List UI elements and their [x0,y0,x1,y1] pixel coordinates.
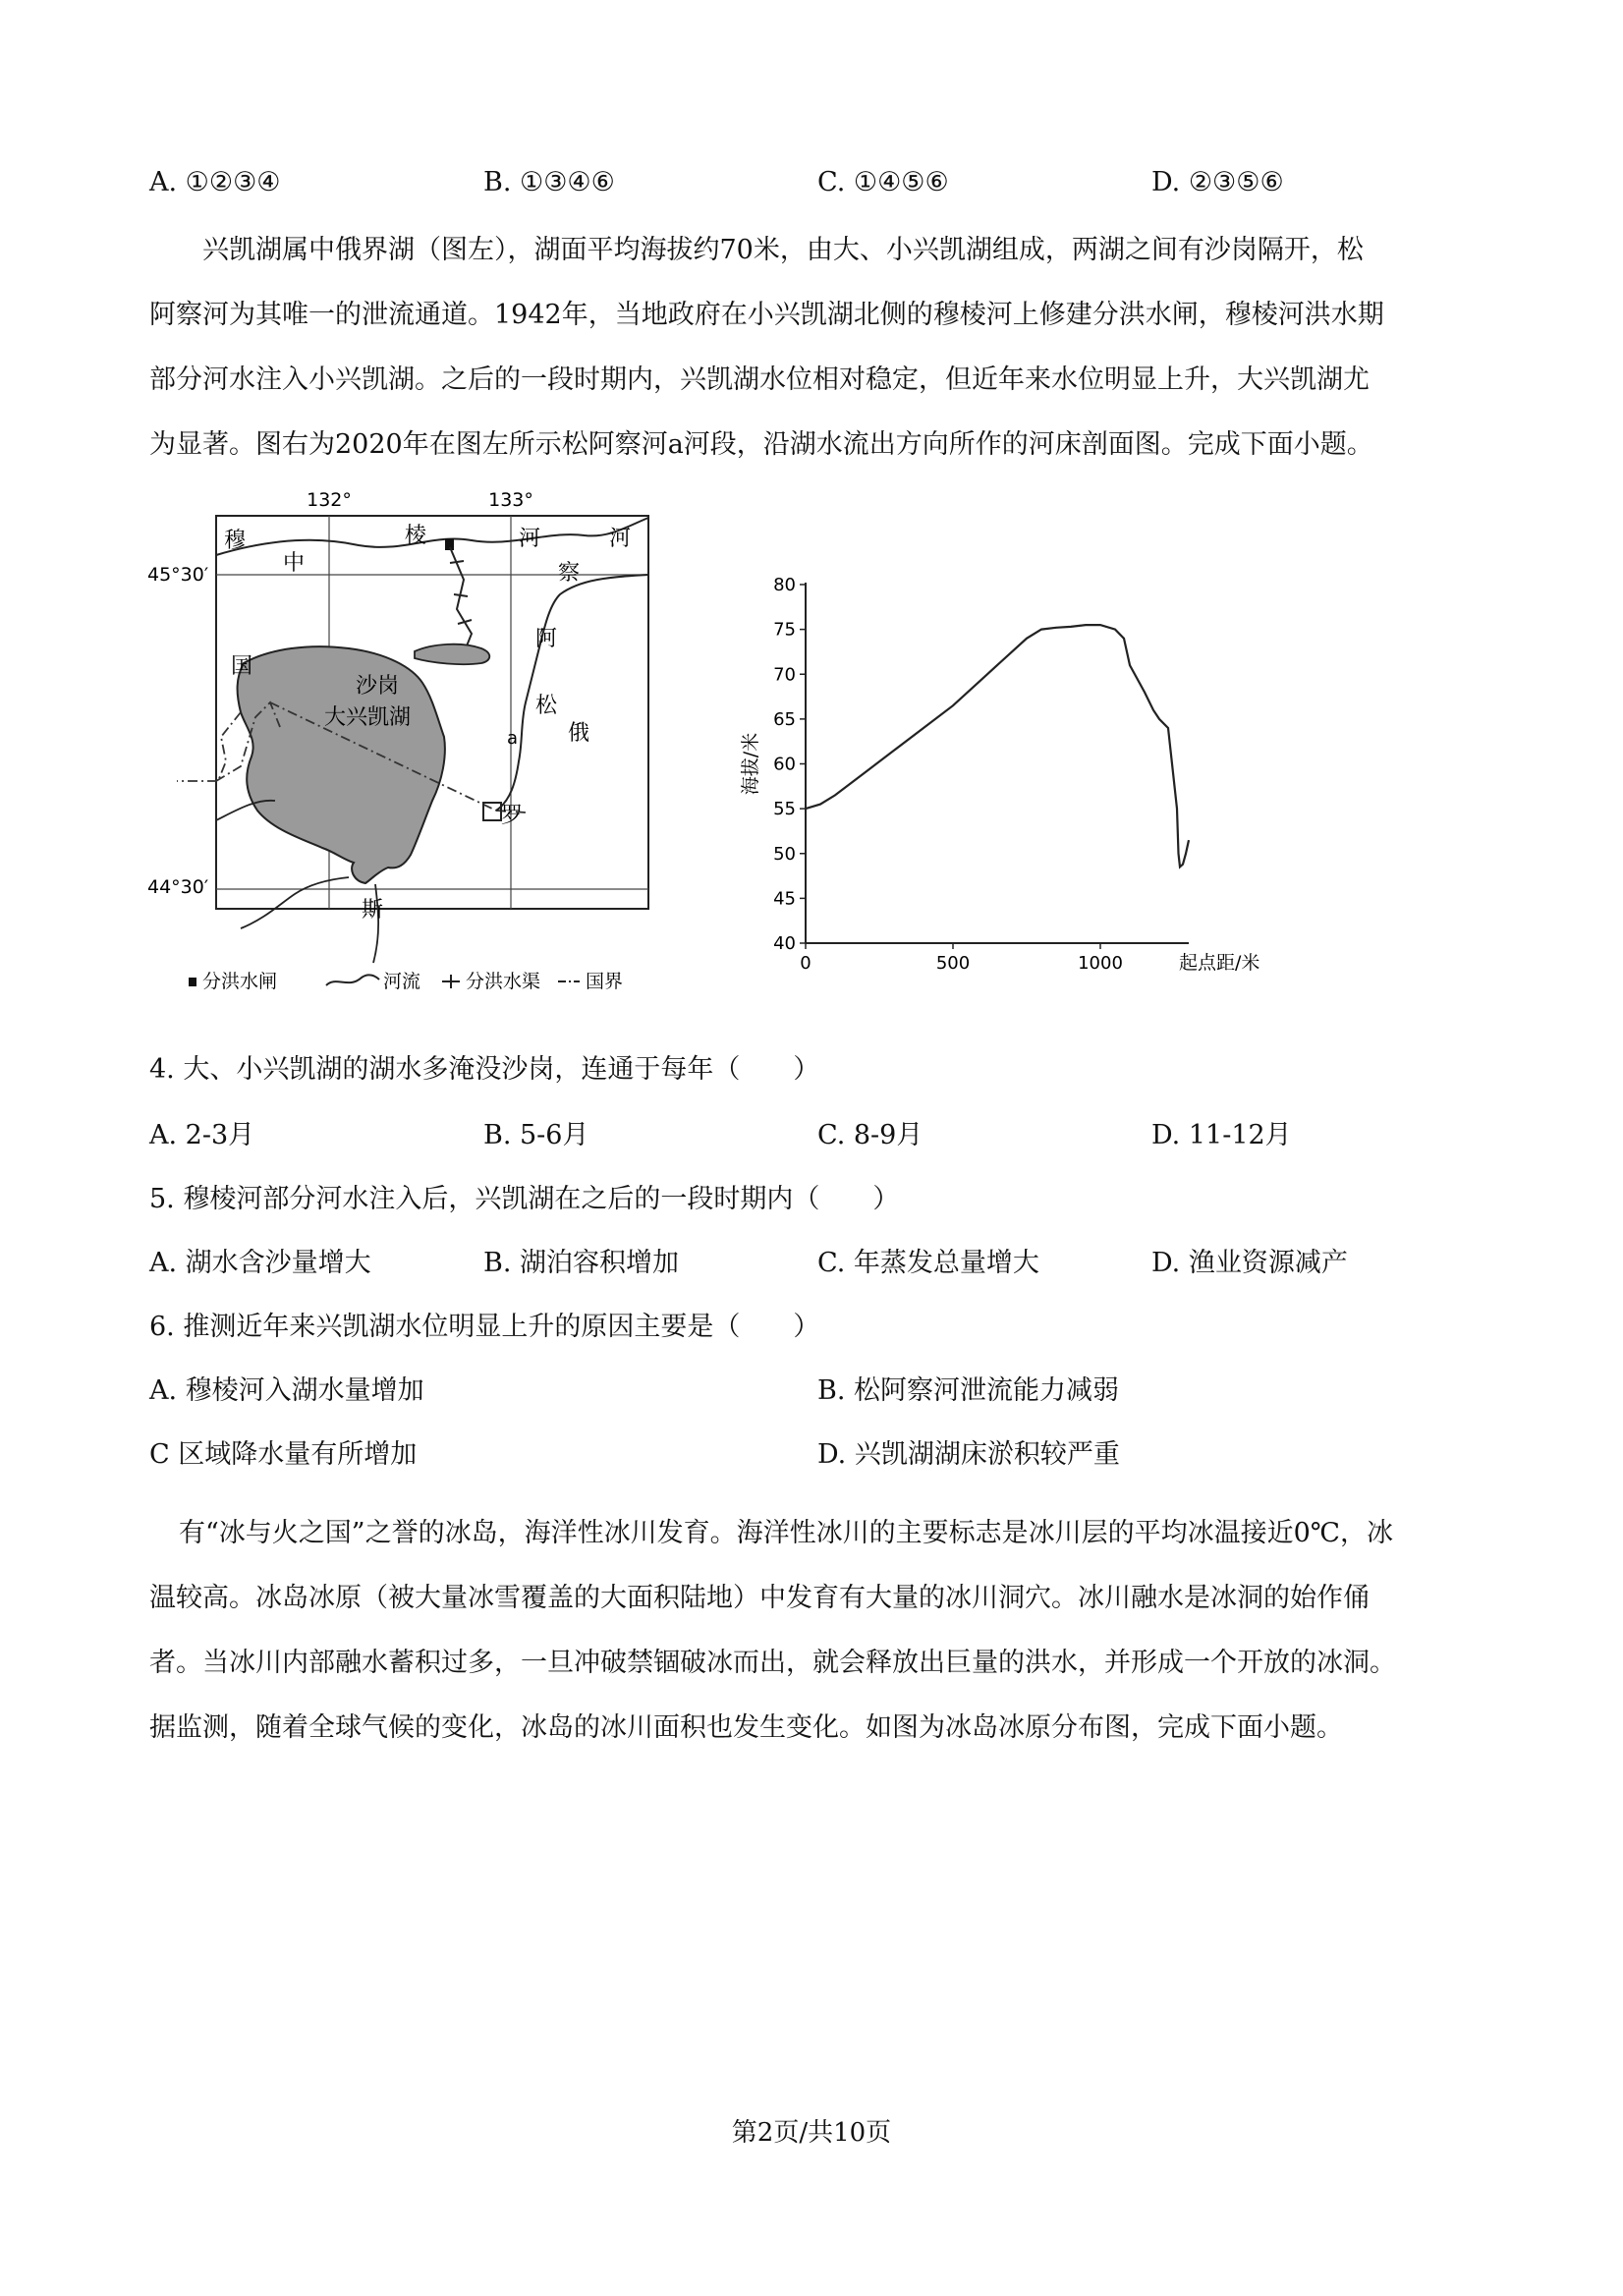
passage-2-line: 温较高。冰岛冰原（被大量冰雪覆盖的大面积陆地）中发育有大量的冰川洞穴。冰川融水是冰洞的始作俑 [149,1583,1370,1613]
y-tick-label: 75 [773,619,796,641]
legend-river: 河流 [383,971,421,992]
y-tick-label: 80 [773,575,796,595]
passage-1-line: 为显著。图右为2020年在图左所示松阿察河a河段，沿湖水流出方向所作的河床剖面图。完成下面小题。 [149,429,1373,460]
question-5-stem: 5. 穆棱河部分河水注入后，兴凯湖在之后的一段时期内（ ） [149,1184,900,1214]
lon-label-right: 133° [488,489,533,511]
lat-label-top: 45°30′ [147,564,209,586]
label-zhong: 中 [283,551,306,576]
y-tick-label: 55 [773,799,796,820]
label-he1: 河 [519,527,541,551]
option-a: A. ①②③④ [149,167,281,197]
label-he2: 河 [609,527,632,551]
label-a-char: 阿 [535,627,558,651]
question-6-stem: 6. 推测近年来兴凯湖水位明显上升的原因主要是（ ） [149,1312,820,1342]
legend-border: 国界 [586,971,624,992]
lake-map [147,486,678,997]
y-tick-label: 60 [773,754,796,775]
q6-option-c: C 区域降水量有所增加 [149,1439,418,1470]
q4-option-b: B. 5-6月 [483,1120,589,1150]
x-tick-label: 1000 [1078,953,1123,974]
passage-2 [149,1501,1485,1761]
option-b: B. ①③④⑥ [483,167,615,197]
q4-option-a: A. 2-3月 [149,1120,255,1150]
q4-option-c: C. 8-9月 [817,1120,923,1150]
x-tick-label: 500 [935,953,971,974]
label-cha: 察 [558,561,581,586]
big-xingkai-lake [238,646,445,883]
passage-2-line: 据监测，随着全球气候的变化，冰岛的冰川面积也发生变化。如图为冰岛冰原分布图，完成下面小题。 [149,1712,1343,1743]
legend-gate: 分洪水闸 [202,971,278,992]
x-tick-label: 0 [800,953,812,974]
legend-river-icon [326,975,379,985]
q4-option-d: D. 11-12月 [1151,1120,1292,1150]
lat-label-bottom: 44°30′ [147,876,209,898]
q6-option-d: D. 兴凯湖湖床淤积较严重 [817,1439,1120,1470]
label-luo: 罗 [501,804,524,828]
profile-line [806,625,1189,867]
songacha-river [496,575,648,811]
y-tick-label: 50 [773,843,796,865]
passage-1 [149,218,1485,477]
x-axis-label: 起点距/米 [1179,952,1260,974]
muling-river [216,518,648,555]
q5-option-b: B. 湖泊容积增加 [483,1248,680,1278]
q5-option-a: A. 湖水含沙量增大 [149,1248,371,1278]
passage-2-line: 有“冰与火之国”之誉的冰岛，海洋性冰川发育。海洋性冰川的主要标志是冰川层的平均冰温接近0℃，冰 [179,1518,1393,1548]
label-point-a: a [507,728,519,749]
label-song: 松 [535,694,558,718]
y-tick-label: 45 [773,888,796,910]
page-footer: 第2页/共10页 [731,2118,892,2148]
option-c: C. ①④⑤⑥ [817,167,949,197]
question-4-stem: 4. 大、小兴凯湖的湖水多淹没沙岗，连通于每年（ ） [149,1054,820,1085]
border-line-west [177,712,241,781]
label-leng: 棱 [405,524,427,548]
label-lake: 大兴凯湖 [324,705,412,730]
q6-option-a: A. 穆棱河入湖水量增加 [149,1375,424,1406]
y-tick-label: 65 [773,708,796,730]
chart-axes [773,575,1189,974]
label-e: 俄 [568,721,590,746]
riverbed-profile-chart [727,560,1297,982]
passage-1-line: 兴凯湖属中俄界湖（图左），湖面平均海拔约70米，由大、小兴凯湖组成，两湖之间有沙岗隔开，松 [202,235,1364,265]
y-tick-label: 40 [773,933,796,954]
legend-gate-icon [189,978,196,986]
passage-2-line: 者。当冰川内部融水蓄积过多，一旦冲破禁锢破冰而出，就会释放出巨量的洪水，并形成一个开放的冰洞。 [149,1648,1396,1678]
legend-channel: 分洪水渠 [466,971,541,992]
passage-1-line: 部分河水注入小兴凯湖。之后的一段时期内，兴凯湖水位相对稳定，但近年来水位明显上升，大兴凯湖尤 [149,364,1370,395]
lon-label-left: 132° [307,489,352,511]
passage-1-line: 阿察河为其唯一的泄流通道。1942年，当地政府在小兴凯湖北侧的穆棱河上修建分洪水闸，穆棱河洪水期 [149,300,1384,330]
small-xingkai-lake [415,644,489,664]
q5-option-c: C. 年蒸发总量增大 [817,1248,1039,1278]
label-mu: 穆 [224,529,247,553]
y-tick-label: 70 [773,664,796,686]
q6-option-b: B. 松阿察河泄流能力减弱 [817,1375,1120,1406]
q5-option-d: D. 渔业资源减产 [1151,1248,1348,1278]
option-d: D. ②③⑤⑥ [1151,167,1284,197]
label-si: 斯 [362,898,384,923]
label-guo: 国 [231,654,253,679]
y-axis-label: 海拔/米 [740,732,761,796]
label-shagang: 沙岗 [356,674,400,699]
